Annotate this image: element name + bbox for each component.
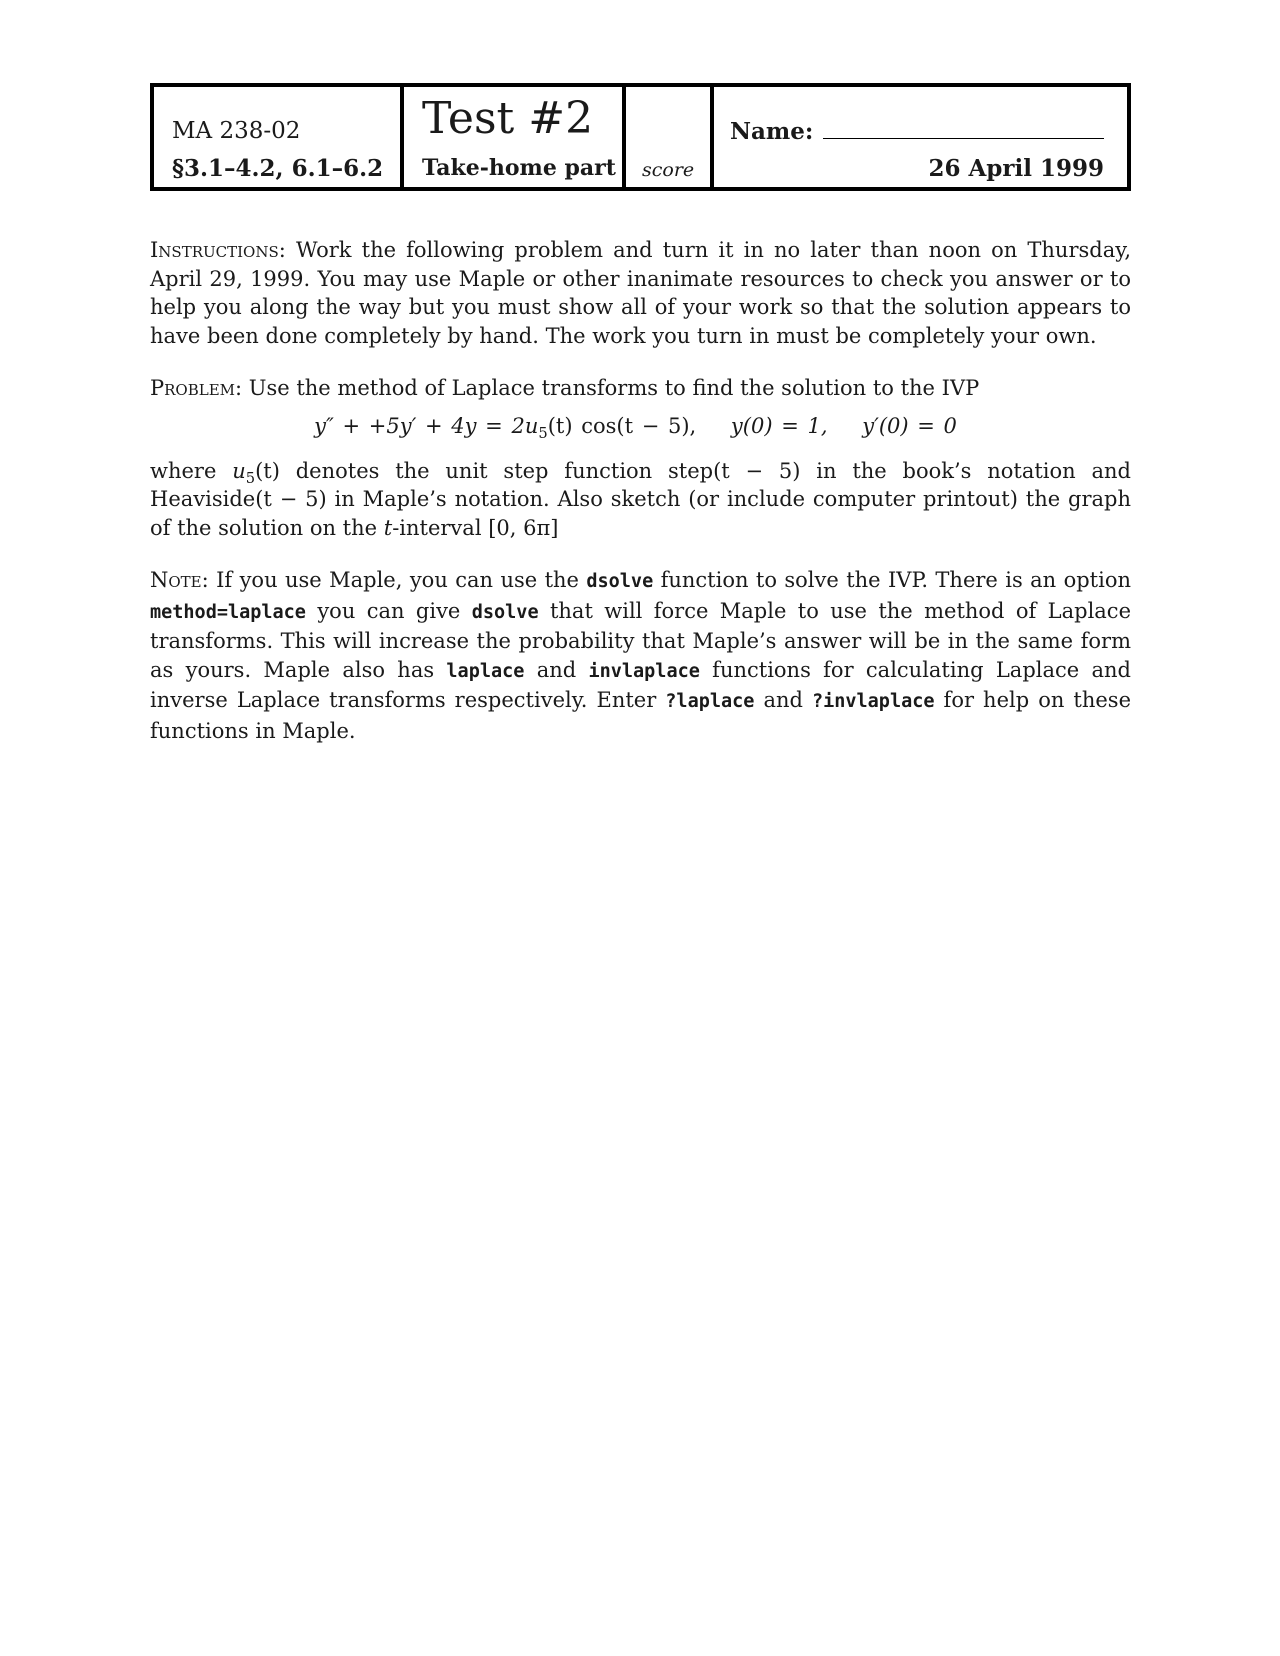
where-text-1: where bbox=[150, 458, 233, 483]
document-body bbox=[150, 236, 1131, 769]
code-dsolve-2: dsolve bbox=[471, 601, 539, 623]
note-text-2: function to solve the IVP. There is an option bbox=[653, 568, 1131, 592]
code-invlaplace: invlaplace bbox=[588, 660, 700, 682]
name-cell bbox=[710, 87, 1127, 187]
problem-paragraph bbox=[150, 374, 1131, 403]
equation-subscript: 5 bbox=[538, 424, 548, 442]
where-paragraph bbox=[150, 457, 1131, 543]
instructions-paragraph bbox=[150, 236, 1131, 350]
score-label: score bbox=[642, 159, 695, 181]
note-text-5: and bbox=[524, 657, 589, 682]
take-home-label: Take-home part bbox=[422, 155, 616, 181]
code-help-invlaplace: ?invlaplace bbox=[811, 691, 935, 712]
note-text-7: and bbox=[754, 688, 812, 712]
header-box bbox=[150, 83, 1131, 191]
problem-label: Problem: bbox=[150, 376, 243, 400]
equation-rhs: (t) cos(t − 5), bbox=[547, 413, 697, 438]
u-subscript: 5 bbox=[245, 469, 256, 487]
u-symbol: u bbox=[232, 458, 246, 483]
title-cell bbox=[400, 87, 622, 187]
note-text-1: If you use Maple, you can use the bbox=[208, 568, 587, 592]
note-text-3: you can give bbox=[305, 598, 472, 623]
score-cell bbox=[622, 87, 710, 187]
code-dsolve: dsolve bbox=[586, 571, 654, 592]
code-method-laplace: method=laplace bbox=[150, 601, 306, 623]
instructions-label: Instructions: bbox=[150, 238, 286, 262]
note-text-4: that will force Maple to use the method of Laplace transforms. This will increase the probability that Maple’s answer will be in the same form as yours. Maple also has bbox=[150, 598, 1131, 682]
where-text-2: (t) denotes the unit step function step(t − 5) in the book’s notation and Heaviside(t − 5) in Maple’s notation. Also sketch (or include computer printout) the graph of the solution on the bbox=[150, 458, 1131, 540]
initial-condition-2: y′(0) = 0 bbox=[862, 413, 957, 438]
code-laplace: laplace bbox=[446, 660, 525, 682]
course-sections: §3.1–4.2, 6.1–6.2 bbox=[172, 155, 384, 182]
name-label: Name: bbox=[730, 118, 814, 145]
t-symbol: t bbox=[383, 515, 393, 540]
note-text-8: for help on these functions in Maple. bbox=[150, 688, 1132, 743]
name-line[interactable] bbox=[823, 138, 1104, 139]
equation-lhs: y″ + +5y′ + 4y = 2u bbox=[314, 413, 539, 438]
instructions-text: Work the following problem and turn it in no later than noon on Thursday, April 29, 1999. You may use Maple or other inanimate resources to check you answer or to help you along the way but you must show all of your work so that the solution appears to have been done completely by hand. The work you turn in must be completely your own. bbox=[150, 238, 1131, 348]
test-title: Test #2 bbox=[422, 93, 594, 144]
note-paragraph bbox=[150, 566, 1131, 745]
test-date: 26 April 1999 bbox=[928, 155, 1104, 182]
initial-condition-1: y(0) = 1, bbox=[730, 413, 828, 438]
ivp-equation bbox=[150, 409, 1131, 443]
code-help-laplace: ?laplace bbox=[665, 691, 755, 712]
note-label: Note: bbox=[150, 568, 209, 592]
course-cell bbox=[154, 87, 400, 187]
where-text-3: -interval [0, 6π] bbox=[392, 515, 559, 540]
course-number: MA 238-02 bbox=[172, 118, 301, 144]
note-text-6: functions for calculating Laplace and inverse Laplace transforms respectively. Enter bbox=[150, 657, 1131, 712]
problem-intro: Use the method of Laplace transforms to find the solution to the IVP bbox=[242, 376, 980, 400]
